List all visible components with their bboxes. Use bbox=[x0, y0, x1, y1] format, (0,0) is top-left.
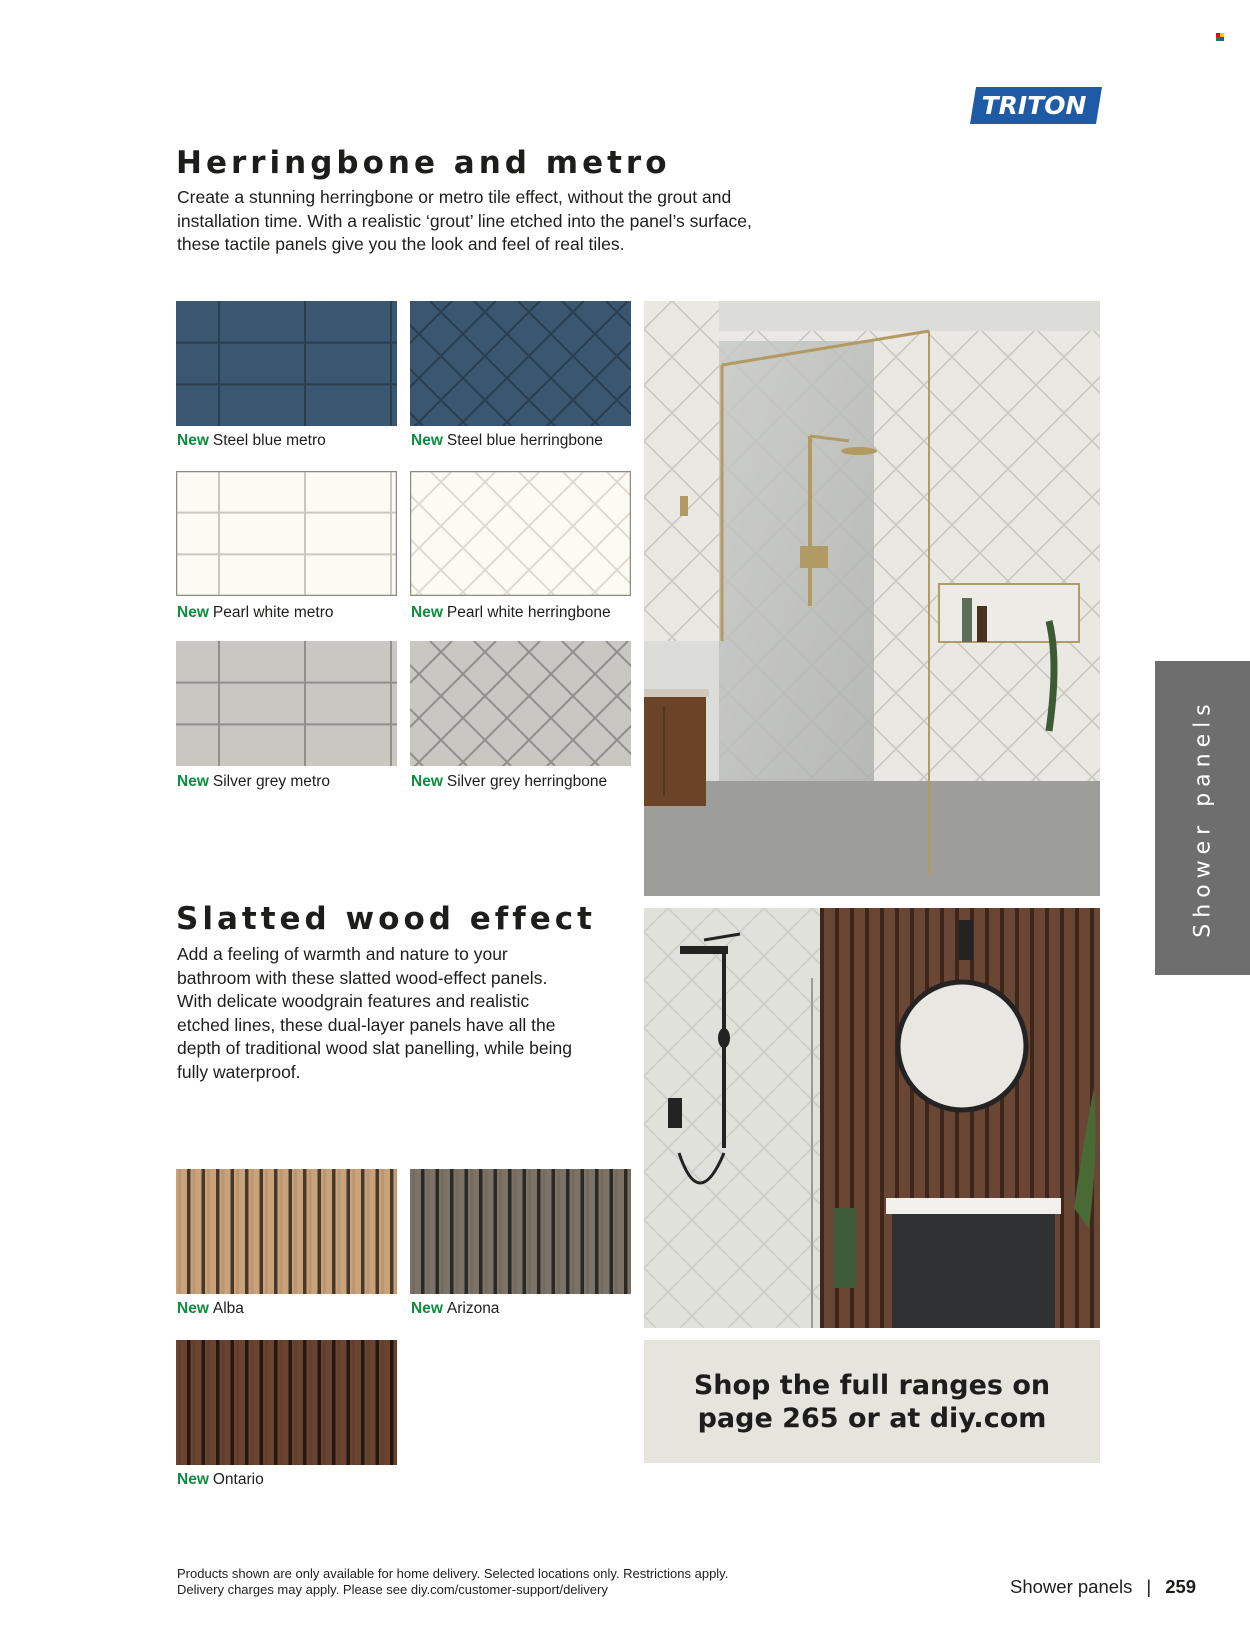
intro-line: depth of traditional wood slat panelling, while being bbox=[177, 1038, 572, 1058]
intro-line: installation time. With a realistic ‘grout’ line etched into the panel’s surface, bbox=[177, 210, 752, 231]
footnote-line: Delivery charges may apply. Please see diy.com/customer-support/delivery bbox=[177, 1581, 608, 1597]
delivery-footnote bbox=[177, 1566, 728, 1597]
product-name: Steel blue herringbone bbox=[446, 432, 603, 449]
product-name: Alba bbox=[212, 1300, 244, 1317]
tile-swatch[interactable] bbox=[176, 641, 397, 766]
product-name: Ontario bbox=[212, 1471, 264, 1488]
product-label bbox=[411, 773, 607, 791]
product-name: Arizona bbox=[446, 1300, 500, 1317]
product-label bbox=[177, 773, 330, 791]
blue-dot-icon bbox=[1220, 37, 1224, 41]
tile-swatch[interactable] bbox=[410, 471, 631, 596]
slatted-wood-shower-photo bbox=[644, 908, 1100, 1328]
new-badge: New bbox=[177, 1300, 209, 1317]
new-badge: New bbox=[177, 604, 209, 621]
intro-line: bathroom with these slatted wood-effect panels. bbox=[177, 967, 548, 988]
footer-section-name: Shower panels bbox=[1010, 1576, 1133, 1597]
product-name: Pearl white herringbone bbox=[446, 604, 611, 621]
page-footer bbox=[1010, 1576, 1196, 1598]
product-label bbox=[411, 432, 603, 450]
svg-text:TRITON: TRITON bbox=[981, 91, 1087, 120]
side-tab-label: Shower panels bbox=[1190, 698, 1215, 938]
wood-swatch[interactable] bbox=[410, 1169, 631, 1294]
intro-line: Add a feeling of warmth and nature to your bbox=[177, 944, 508, 964]
tile-swatch[interactable] bbox=[176, 301, 397, 426]
intro-line: these tactile panels give you the look and feel of real tiles. bbox=[177, 234, 625, 254]
product-name: Pearl white metro bbox=[212, 604, 334, 621]
new-badge: New bbox=[177, 1471, 209, 1488]
new-badge: New bbox=[411, 604, 443, 621]
tile-swatch[interactable] bbox=[410, 301, 631, 426]
footnote-line: Products shown are only available for home delivery. Selected locations only. Restrictions apply. bbox=[177, 1566, 729, 1581]
section-side-tab[interactable] bbox=[1155, 661, 1250, 975]
page-number: 259 bbox=[1165, 1576, 1197, 1597]
product-label bbox=[177, 1300, 244, 1318]
new-badge: New bbox=[411, 432, 443, 449]
product-name: Silver grey herringbone bbox=[446, 773, 608, 790]
brand-dots-icon bbox=[1216, 33, 1224, 41]
slatted-intro bbox=[177, 943, 607, 1084]
shop-line: page 265 or at diy.com bbox=[697, 1403, 1047, 1434]
new-badge: New bbox=[177, 432, 209, 449]
intro-line: With delicate woodgrain features and realistic bbox=[177, 991, 530, 1011]
tile-swatch[interactable] bbox=[410, 641, 631, 766]
tile-swatch[interactable] bbox=[176, 471, 397, 596]
shop-full-range-box[interactable] bbox=[644, 1340, 1100, 1463]
product-name: Silver grey metro bbox=[212, 773, 331, 790]
wood-swatch[interactable] bbox=[176, 1169, 397, 1294]
product-label bbox=[177, 604, 333, 622]
section-title-slatted: Slatted wood effect bbox=[176, 901, 596, 937]
product-label bbox=[411, 604, 611, 622]
product-label bbox=[177, 432, 326, 450]
herringbone-shower-photo bbox=[644, 301, 1100, 896]
wood-swatch[interactable] bbox=[176, 1340, 397, 1465]
triton-logo bbox=[970, 87, 1102, 124]
product-label bbox=[411, 1300, 499, 1318]
new-badge: New bbox=[411, 1300, 443, 1317]
product-label bbox=[177, 1471, 264, 1489]
intro-line: etched lines, these dual-layer panels have all the bbox=[177, 1014, 556, 1035]
intro-line: fully waterproof. bbox=[177, 1061, 301, 1082]
new-badge: New bbox=[411, 773, 443, 790]
footer-separator: | bbox=[1146, 1576, 1152, 1597]
intro-line: Create a stunning herringbone or metro tile effect, without the grout and bbox=[177, 187, 732, 207]
section-title-herringbone: Herringbone and metro bbox=[176, 145, 671, 181]
herringbone-intro bbox=[177, 186, 777, 257]
product-name: Steel blue metro bbox=[212, 432, 326, 449]
shop-line: Shop the full ranges on bbox=[693, 1370, 1051, 1401]
new-badge: New bbox=[177, 773, 209, 790]
